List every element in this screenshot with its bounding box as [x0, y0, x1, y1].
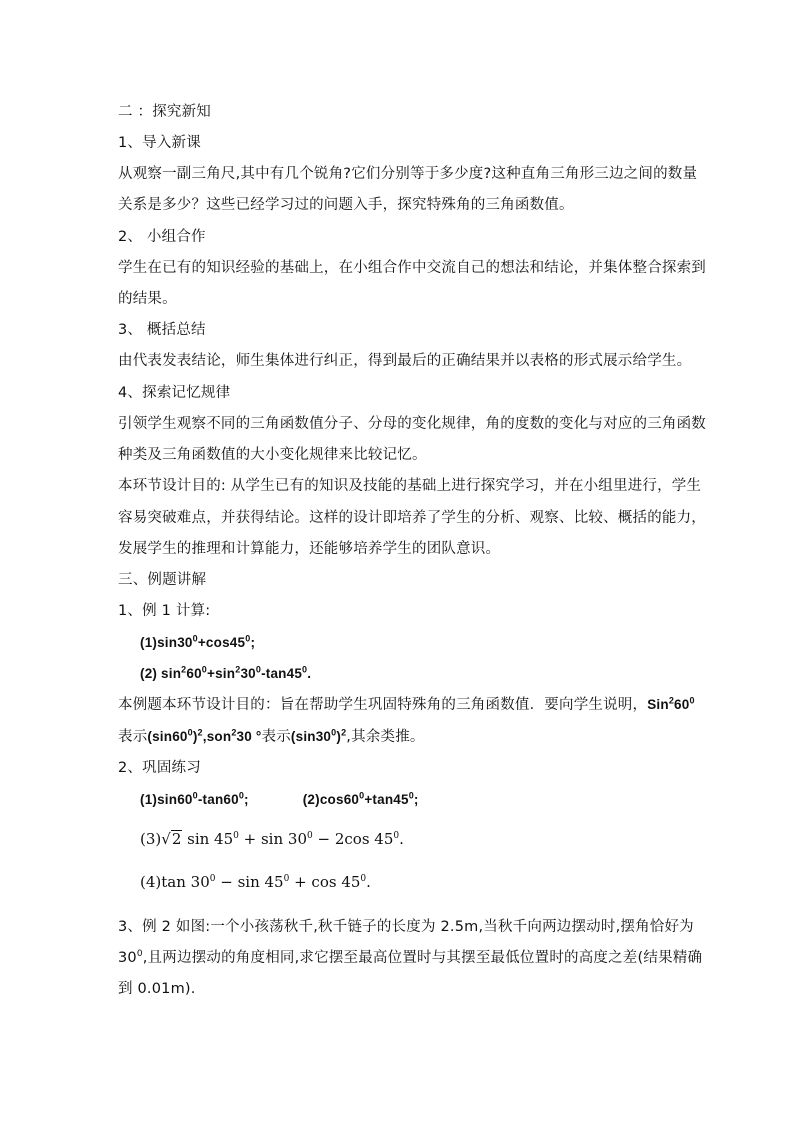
exercise-item: $(1)\sin 30^0+\cos 45^0$; [140, 633, 256, 650]
exercise-item: (2) $\sin^260^0+\sin^230^0-\tan 45^0$. [140, 664, 312, 681]
subsection-heading: 1、导入新课 [118, 135, 201, 151]
paragraph-line: 本例题本环节设计目的：旨在帮助学生巩固特殊角的三角函数值．要向学生说明，$Sin^260^0$ [118, 695, 695, 713]
paragraph-line: 表示$(\sin 60^0)^2,son^230$ °表示$(\sin 30^0)^2$,其余类推。 [118, 727, 425, 745]
paragraph-line: 3、例 2 如图:一个小孩荡秋千,秋千链子的长度为 2.5m,当秋千向两边摆动时,摆角恰好为 [118, 919, 694, 935]
exercise-item: $(1)\sin 60^0-\tan 60^0$; $(2)\cos 60^0+\tan 45^0$; [140, 790, 419, 807]
paragraph-line: 引领学生观察不同的三角函数值分子、分母的变化规律，角的度数的变化与对应的三角函数 [118, 416, 706, 432]
section-title: 二 ：探究新知 [118, 104, 212, 120]
paragraph-line: 发展学生的推理和计算能力，还能够培养学生的团队意识。 [118, 541, 501, 557]
paragraph-line: 容易突破难点，并获得结论。这样的设计即培养了学生的分析、观察、比较、概括的能力， [118, 510, 706, 526]
math-formula: (4)tan $30^0 - \sin 45^0 + \cos 45^0$. [140, 873, 371, 891]
subsection-heading: 3、 概括总结 [118, 322, 206, 338]
subsection-heading: 2、巩固练习 [118, 760, 201, 776]
example-heading: 1、例 1 计算: [118, 603, 211, 619]
paragraph-line: 学生在已有的知识经验的基础上，在小组合作中交流自己的想法和结论，并集体整合探索到 [118, 260, 706, 276]
subsection-heading: 4、探索记忆规律 [118, 385, 231, 401]
subsection-heading: 2、 小组合作 [118, 229, 206, 245]
paragraph-line: 从观察一副三角尺,其中有几个锐角?它们分别等于多少度?这种直角三角形三边之间的数量 [118, 166, 698, 182]
paragraph-line: 本环节设计目的: 从学生已有的知识及技能的基础上进行探究学习，并在小组里进行，学生 [118, 478, 702, 494]
paragraph-line: 由代表发表结论，师生集体进行纠正，得到最后的正确结果并以表格的形式展示给学生。 [118, 353, 692, 369]
paragraph-line: 关系是多少？这些已经学习过的问题入手，探究特殊角的三角函数值。 [118, 197, 574, 213]
paragraph-line: $30^0$,且两边摆动的角度相同,求它摆至最高位置时与其摆至最低位置时的高度之差(结果精确 [118, 949, 703, 966]
section-title: 三、例题讲解 [118, 572, 207, 588]
math-formula: (3)√2 $\sin 45^0 + \sin 30^0 - 2\cos$ $45^0$. [140, 830, 404, 848]
paragraph-line: 到 0.01m). [118, 981, 196, 997]
paragraph-line: 种类及三角函数值的大小变化规律来比较记忆。 [118, 447, 427, 463]
paragraph-line: 的结果。 [118, 291, 177, 307]
